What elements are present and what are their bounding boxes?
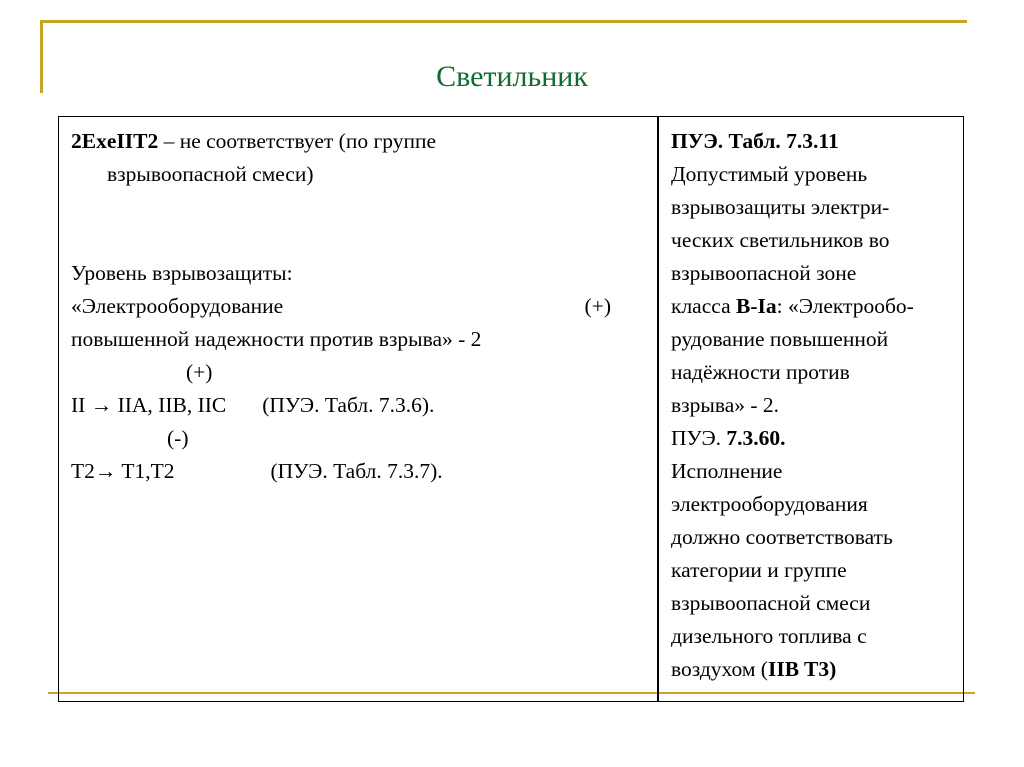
r-line-9: Исполнение (671, 459, 783, 483)
r-line-5-post: : «Электрообо- (776, 294, 914, 318)
ref2-pre: ПУЭ. (671, 426, 727, 450)
ref1: ПУЭ. Табл. 7.3.11 (671, 129, 839, 153)
r-line-15 (671, 653, 961, 686)
r-line-11: должно соответствовать (671, 525, 893, 549)
equip-mark: (+) (584, 294, 611, 318)
temp-ref: (ПУЭ. Табл. 7.3.7). (270, 459, 443, 483)
r-line-2: взрывозащиты электри- (671, 195, 890, 219)
r-line-6: рудование повышенной (671, 327, 889, 351)
gas-code: IIB T3) (767, 657, 837, 681)
marking-text: – не соответствует (по группе (158, 129, 437, 153)
spacer (71, 191, 651, 257)
level-label: Уровень взрывозащиты: (71, 261, 293, 285)
marking-cont: взрывоопасной смеси) (107, 162, 314, 186)
column-divider (657, 117, 659, 701)
r-line-13: взрывоопасной смеси (671, 591, 871, 615)
r-line-5 (671, 290, 961, 323)
mark-minus: (-) (167, 426, 189, 450)
mark-plus: (+) (186, 360, 213, 384)
r-line-5-pre: класса (671, 294, 736, 318)
group-ref: (ПУЭ. Табл. 7.3.6). (262, 393, 435, 417)
top-decor-line (40, 20, 967, 23)
right-cell (671, 125, 961, 686)
zone-class: В-Iа (735, 294, 777, 318)
temp-text: T2→ T1,T2 (71, 459, 175, 483)
r-line-14: дизельного топлива с (671, 624, 867, 648)
equip-quote: «Электрооборудование (71, 294, 284, 318)
r-line-7: надёжности против (671, 360, 850, 384)
ref2 (671, 422, 961, 455)
slide-title: Светильник (436, 60, 588, 93)
left-cell (71, 125, 651, 488)
ref2-num: 7.3.60. (726, 426, 786, 450)
equip-cont: повышенной надежности против взрыва» - 2 (71, 327, 482, 351)
equip-line (71, 290, 611, 323)
r-line-8: взрыва» - 2. (671, 393, 780, 417)
r-line-1: Допустимый уровень (671, 162, 868, 186)
r-line-10: электрооборудования (671, 492, 868, 516)
temp-line (71, 455, 651, 488)
marking-line (71, 125, 651, 158)
group-line (71, 389, 651, 422)
group-text: II → IIA, IIB, IIC (71, 393, 227, 417)
r-line-15-pre: воздухом ( (671, 657, 768, 681)
r-line-3: ческих светильников во (671, 228, 890, 252)
r-line-4: взрывоопасной зоне (671, 261, 857, 285)
marking-code: 2ExeIIT2 (71, 129, 159, 153)
r-line-12: категории и группе (671, 558, 847, 582)
content-table (58, 116, 964, 702)
